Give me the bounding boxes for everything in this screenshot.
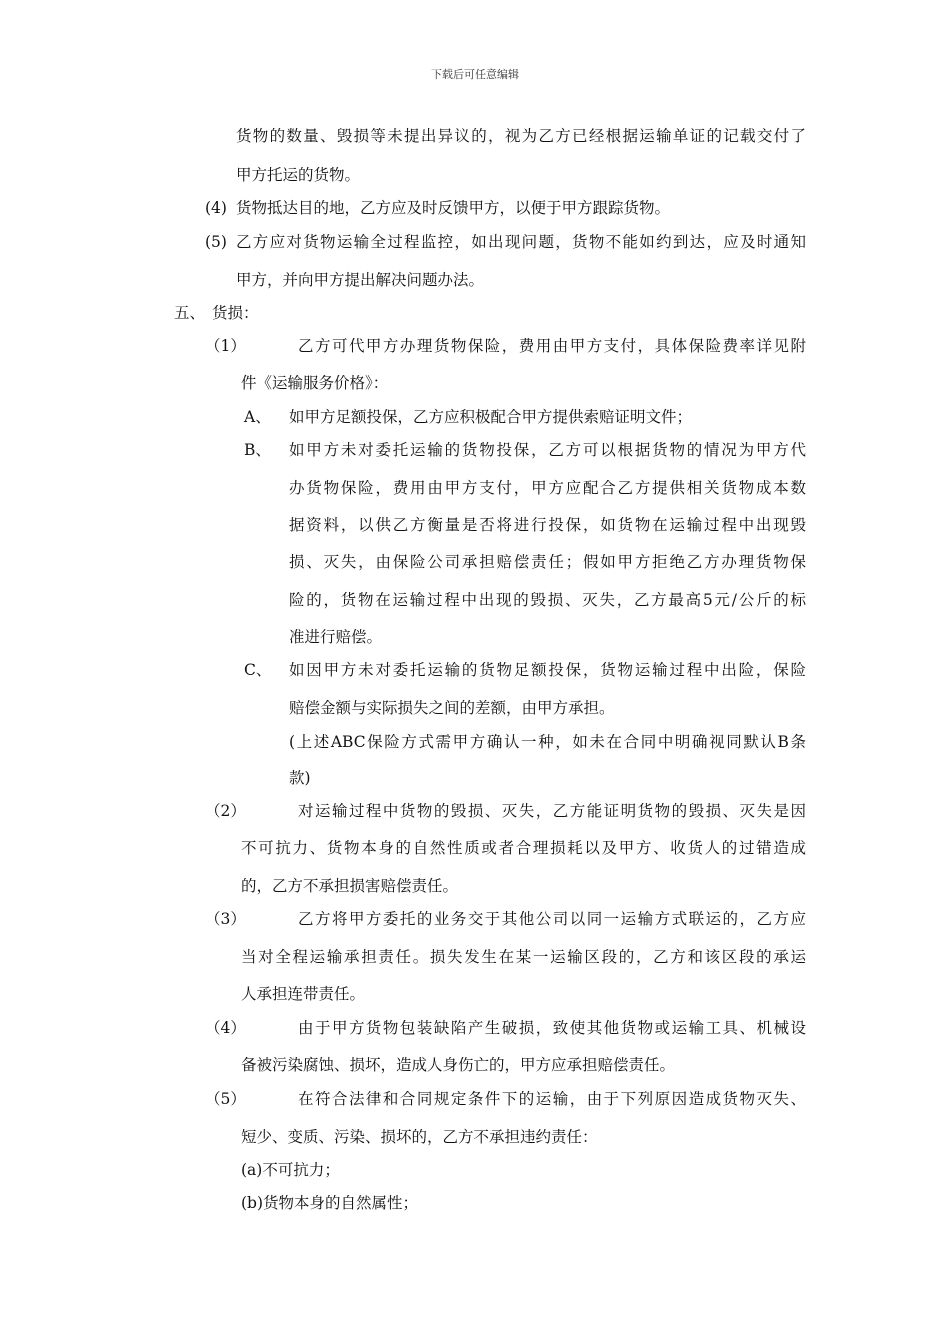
paragraph-line: 据资料，以供乙方衡量是否将进行投保，如货物在运输过程中出现毁 <box>289 516 806 534</box>
paragraph-line: 险的，货物在运输过程中出现的毁损、灭失，乙方最高5元/公斤的标 <box>289 591 806 609</box>
paragraph-line: (a)不可抗力； <box>241 1161 340 1179</box>
paragraph-line: 的，乙方不承担损害赔偿责任。 <box>241 877 459 895</box>
list-marker: A、 <box>244 408 271 426</box>
paragraph-line: 货物抵达目的地，乙方应及时反馈甲方，以便于甲方跟踪货物。 <box>236 199 671 217</box>
paragraph-line: 件《运输服务价格》： <box>241 374 389 392</box>
paragraph-line: 赔偿金额与实际损失之间的差额，由甲方承担。 <box>289 699 615 717</box>
paragraph-line: 不可抗力、货物本身的自然性质或者合理损耗以及甲方、收货人的过错造成 <box>241 839 806 857</box>
list-marker: C、 <box>244 661 272 679</box>
paragraph-line: 损、灭失，由保险公司承担赔偿责任；假如甲方拒绝乙方办理货物保 <box>289 553 806 571</box>
paragraph-line: 乙方应对货物运输全过程监控，如出现问题，货物不能如约到达，应及时通知 <box>236 233 806 251</box>
paragraph-line: 乙方可代甲方办理货物保险，费用由甲方支付，具体保险费率详见附 <box>298 337 806 355</box>
paragraph-line: 如甲方足额投保，乙方应积极配合甲方提供索赔证明文件； <box>289 408 693 426</box>
paragraph-line: 如因甲方未对委托运输的货物足额投保，货物运输过程中出险，保险 <box>289 661 806 679</box>
page-header: 下载后可任意编辑 <box>431 68 519 81</box>
paragraph-line: 甲方托运的货物。 <box>236 166 361 184</box>
list-marker: (4) <box>205 199 227 217</box>
paragraph-line: 在符合法律和合同规定条件下的运输，由于下列原因造成货物灭失、 <box>298 1090 806 1108</box>
paragraph-line: 备被污染腐蚀、损坏，造成人身伤亡的，甲方应承担赔偿责任。 <box>241 1056 676 1074</box>
list-marker: 五、 <box>174 304 206 322</box>
paragraph-line: 办货物保险，费用由甲方支付，甲方应配合乙方提供相关货物成本数 <box>289 479 806 497</box>
list-marker: （1） <box>205 337 246 355</box>
paragraph-line: 款) <box>289 769 311 787</box>
paragraph-line: (b)货物本身的自然属性； <box>241 1194 419 1212</box>
list-marker: （3） <box>205 910 246 928</box>
paragraph-line: 货损： <box>212 304 259 322</box>
paragraph-line: 对运输过程中货物的毁损、灭失，乙方能证明货物的毁损、灭失是因 <box>298 802 806 820</box>
paragraph-line: 甲方，并向甲方提出解决问题办法。 <box>236 271 485 289</box>
paragraph-line: 由于甲方货物包装缺陷产生破损，致使其他货物或运输工具、机械设 <box>298 1019 806 1037</box>
paragraph-line: (上述ABC保险方式需甲方确认一种，如未在合同中明确视同默认B条 <box>289 733 806 751</box>
paragraph-line: 短少、变质、污染、损坏的，乙方不承担违约责任： <box>241 1128 598 1146</box>
list-marker: (5) <box>205 233 227 251</box>
list-marker: （4） <box>205 1019 246 1037</box>
list-marker: B、 <box>244 441 271 459</box>
paragraph-line: 准进行赔偿。 <box>289 628 383 646</box>
paragraph-line: 乙方将甲方委托的业务交于其他公司以同一运输方式联运的，乙方应 <box>298 910 806 928</box>
paragraph-line: 货物的数量、毁损等未提出异议的，视为乙方已经根据运输单证的记载交付了 <box>236 127 806 145</box>
paragraph-line: 当对全程运输承担责任。损失发生在某一运输区段的，乙方和该区段的承运 <box>241 948 806 966</box>
paragraph-line: 如甲方未对委托运输的货物投保，乙方可以根据货物的情况为甲方代 <box>289 441 806 459</box>
list-marker: （5） <box>205 1090 246 1108</box>
paragraph-line: 人承担连带责任。 <box>241 985 366 1003</box>
list-marker: （2） <box>205 802 246 820</box>
